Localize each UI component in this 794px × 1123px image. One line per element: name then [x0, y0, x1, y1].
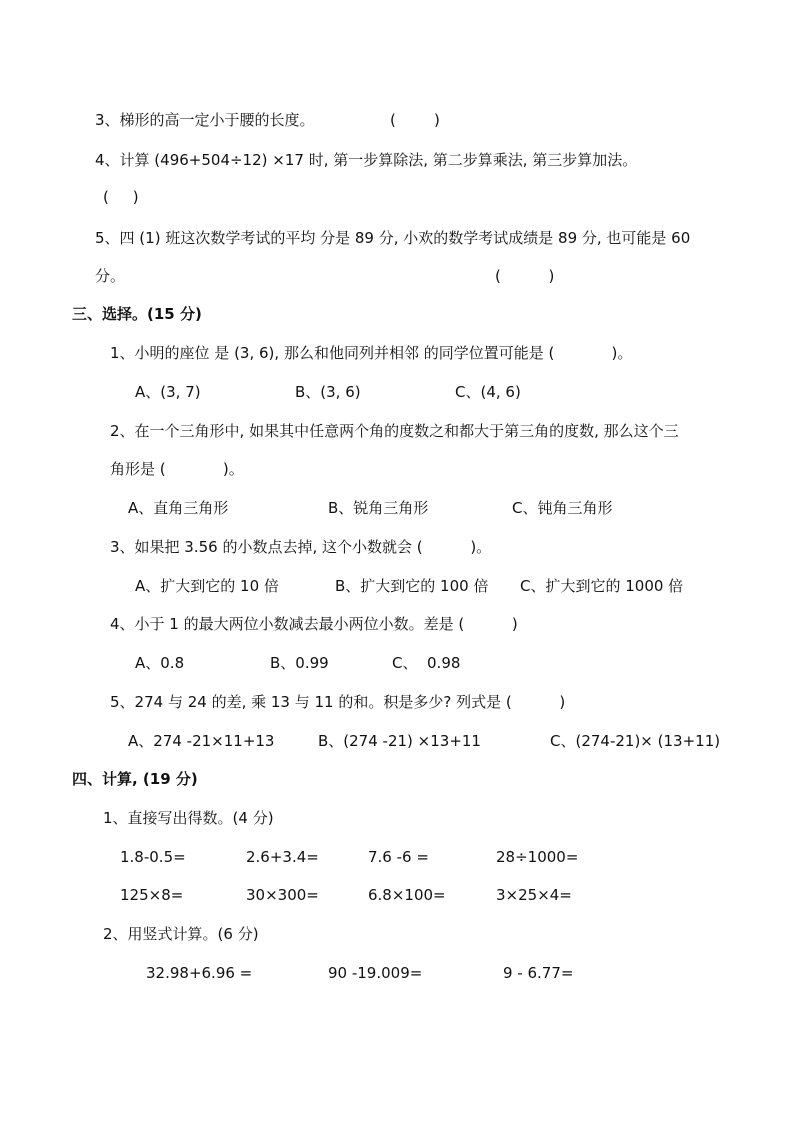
choice-q2-option-b: B、锐角三角形 [328, 499, 429, 517]
choice-q5-option-a: A、274 -21×11+13 [128, 732, 275, 750]
choice-q2-stem-line2: 角形是 ( )。 [110, 460, 244, 478]
judge-q5-line1: 5、四 (1) 班这次数学考试的平均 分是 89 分, 小欢的数学考试成绩是 89 分, 也可能是 60 [95, 229, 691, 247]
calc-part2-item: 32.98+6.96 = [146, 964, 253, 982]
choice-q4-stem: 4、小于 1 的最大两位小数减去最小两位小数。差是 ( ) [110, 615, 518, 633]
choice-q2-option-c: C、钝角三角形 [512, 499, 613, 517]
judge-q4-paren: ( ) [103, 188, 139, 206]
calc-part2-item: 9 - 6.77= [503, 964, 574, 982]
choice-q1-stem: 1、小明的座位 是 (3, 6), 那么和他同列并相邻 的同学位置可能是 ( )。 [110, 344, 633, 362]
calc-part1-item: 28÷1000= [496, 848, 579, 866]
calc-part1-item: 2.6+3.4= [246, 848, 319, 866]
calc-part1-item: 3×25×4= [496, 886, 572, 904]
calc-part1-item: 6.8×100= [368, 886, 446, 904]
choice-q5-stem: 5、274 与 24 的差, 乘 13 与 11 的和。积是多少? 列式是 ( ) [110, 693, 566, 711]
calc-part1-item: 125×8= [120, 886, 184, 904]
calc-part2-item: 90 -19.009= [328, 964, 423, 982]
choice-q1-option-b: B、(3, 6) [295, 383, 361, 401]
judge-q3-text: 3、梯形的高一定小于腰的长度。 [95, 111, 315, 129]
choice-q3-option-a: A、扩大到它的 10 倍 [135, 577, 279, 595]
choice-q4-option-b: B、0.99 [270, 654, 329, 672]
choice-q4-option-a: A、0.8 [135, 654, 185, 672]
judge-q5-line2: 分。 [95, 267, 126, 285]
choice-q3-stem: 3、如果把 3.56 的小数点去掉, 这个小数就会 ( )。 [110, 538, 492, 556]
choice-q1-option-c: C、(4, 6) [455, 383, 521, 401]
judge-q3-paren: ( ) [390, 111, 440, 129]
judge-q4-text: 4、计算 (496+504÷12) ×17 时, 第一步算除法, 第二步算乘法, 第三步算加法。 [95, 151, 638, 169]
calc-part1-item: 1.8-0.5= [120, 848, 186, 866]
choice-q2-stem-line1: 2、在一个三角形中, 如果其中任意两个角的度数之和都大于第三角的度数, 那么这个三 [110, 422, 679, 440]
choice-q4-option-c: C、 0.98 [392, 654, 461, 672]
choice-q5-option-b: B、(274 -21) ×13+11 [318, 732, 481, 750]
calc-part2-title: 2、用竖式计算。(6 分) [103, 925, 259, 943]
calc-part1-item: 30×300= [246, 886, 319, 904]
calc-part1-item: 7.6 -6 = [368, 848, 429, 866]
choice-q3-option-b: B、扩大到它的 100 倍 [335, 577, 489, 595]
calc-part1-title: 1、直接写出得数。(4 分) [103, 809, 274, 827]
choice-q2-option-a: A、直角三角形 [128, 499, 229, 517]
choice-q1-option-a: A、(3, 7) [135, 383, 201, 401]
section3-title: 三、选择。(15 分) [72, 305, 202, 323]
judge-q5-paren: ( ) [495, 267, 555, 285]
section4-title: 四、计算, (19 分) [72, 770, 198, 788]
choice-q3-option-c: C、扩大到它的 1000 倍 [520, 577, 684, 595]
choice-q5-option-c: C、(274-21)× (13+11) [550, 732, 721, 750]
